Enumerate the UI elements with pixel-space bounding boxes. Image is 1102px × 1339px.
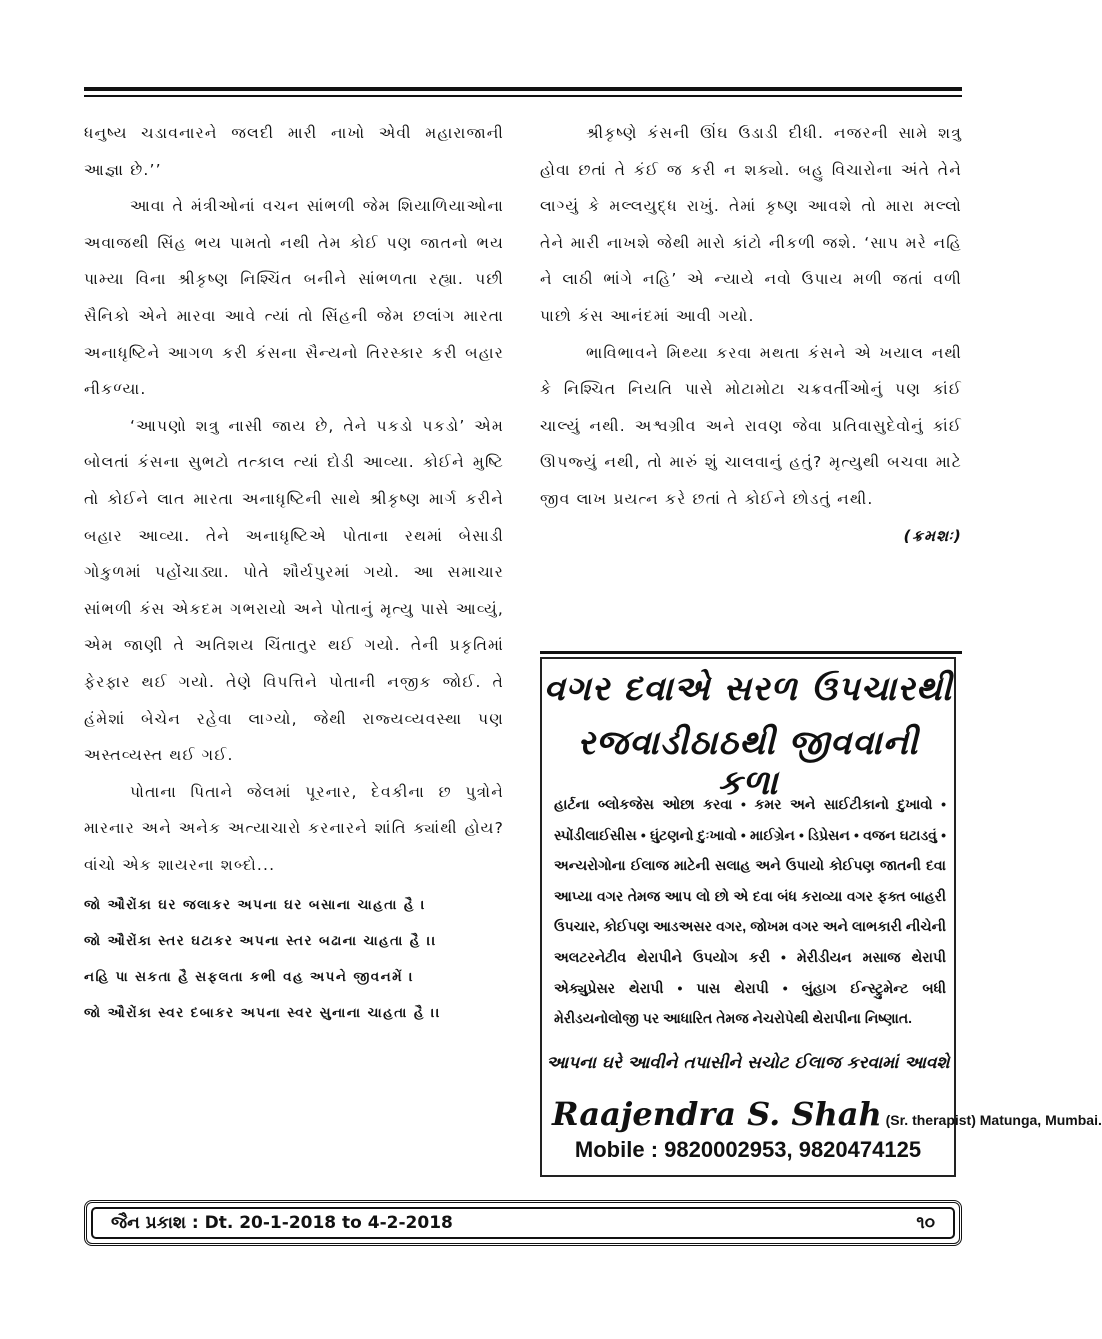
ad-signature bbox=[552, 1095, 1102, 1133]
right-paragraph-1: શ્રીકૃષ્ણે કંસની ઊંઘ ઉડાડી દીધી. નજરની સામે શત્રુ હોવા છતાં તે કંઈ જ કરી ન શક્યો. બહુ વિચારોના અંતે તેને લાગ્યું કે મલ્લયુદ્ધ રાખું. તેમાં કૃષ્ણ આવશે તો મારા મલ્લો તેને મારી નાખશે જેથી મારો કાંટો નીકળી જશે. ‘સાપ મરે નહિ ને લાઠી ભાંગે નહિ’ એ ન્યાયે નવો ઉપાય મળી જતાં વળી પાછો કંસ આનંદમાં આવી ગયો. bbox=[540, 124, 962, 325]
page-number: ૧૦ bbox=[916, 1213, 935, 1233]
right-paragraph-2-text: ભાવિભાવને મિથ્યા કરવા મથતા કંસને એ ખયાલ નથી કે નિશ્ચિત નિયતિ પાસે મોટામોટા ચક્રવર્તીઓનું પણ કાંઈ ચાલ્યું નથી. અશ્વગ્રીવ અને રાવણ જેવા પ્રતિવાસુદેવોનું કાંઈ ઊપજ્યું નથી, તો મારું શું ચાલવાનું હતું? મૃત્યુથી બચવા માટે જીવ લાખ પ્રયત્ન કરે છતાં તે કોઈને છોડતું નથી. bbox=[540, 343, 962, 508]
page-footer bbox=[84, 1200, 962, 1246]
ad-call-to-action: આપના ઘરે આવીને તપાસીને સચોટ ઈલાજ કરવામાં આવશે bbox=[546, 1053, 950, 1073]
poem-block bbox=[84, 887, 504, 1031]
left-column bbox=[84, 115, 504, 1031]
signature-name: Raajendra S. Shah bbox=[552, 1095, 882, 1133]
poem-line: નહિ પા સકતા હૈ સફલતા કભી વહ અપને જીવનમેં । bbox=[84, 969, 415, 986]
ad-top-rule bbox=[540, 651, 962, 654]
continued-marker: (ક્રમશઃ) bbox=[903, 526, 962, 545]
header-rule-thin bbox=[84, 95, 962, 97]
ad-headline-2: રજવાડીઠાઠથી જીવવાની કળા bbox=[577, 723, 919, 803]
poem-line: જો ઔરોંકા ઘર જલાકર અપના ઘર બસાના ચાહતા હૈ । bbox=[84, 897, 426, 914]
left-paragraph-1: ધનુષ્ય ચડાવનારને જલદી મારી નાખો એવી મહારાજાની આજ્ઞા છે.’’ bbox=[84, 124, 504, 179]
poem-line: જો ઔરોંકા સ્વર દબાકર અપના સ્વર સુનાના ચાહતા હૈ ।। bbox=[84, 1005, 441, 1022]
left-paragraph-4: પોતાના પિતાને જેલમાં પૂરનાર, દેવકીના છ પુત્રોને મારનાર અને અનેક અત્યાચારો કરનારને શાંતિ ક્યાંથી હોય? વાંચો એક શાયરના શબ્દો... bbox=[84, 782, 504, 874]
ad-mobile-number: Mobile : 9820002953, 9820474125 bbox=[574, 1137, 922, 1162]
ad-body-text: હાર્ટના બ્લોકજેસ ઓછા કરવા • કમર અને સાઈટીકાનો દુખાવો • સ્પોંડીલાઈસીસ • ઘુંટણનો દુઃખાવો • માઈગ્રેન • ડિપ્રેસન • વજન ઘટાડવું • અન્યરોગોના ઈલાજ માટેની સલાહ અને ઉપાયો કોઈપણ જાતની દવા આપ્યા વગર તેમજ આપ લો છો એ દવા બંધ કરાવ્યા વગર ફક્ત બાહરી ઉપચાર, કોઈપણ આડઅસર વગર, જોખમ વગર અને લાભકારી નીચેની અલટરનેટીવ થેરાપીને ઉપયોગ કરી • મેરીડીયન મસાજ થેરાપી એક્યુપ્રેસર થેરાપી • પાસ થેરાપી • બુંહાગ ઈન્સ્ટ્રુમેન્ટ બધી મેરીડયનોલોજી પર આધારિત તેમજ નેચરોપેથી થેરાપીના નિષ્ણાત. bbox=[554, 796, 946, 1027]
left-paragraph-2: આવા તે મંત્રીઓનાં વચન સાંભળી જેમ શિયાળિયાઓના અવાજથી સિંહ ભય પામતો નથી તેમ કોઈ પણ જાતનો ભય પામ્યા વિના શ્રીકૃષ્ણ નિશ્ચિંત બનીને સાંભળતા રહ્યા. પછી સૈનિકો એને મારવા આવે ત્યાં તો સિંહની જેમ છલાંગ મારતા અનાધૃષ્ટિને આગળ કરી કંસના સૈન્યનો તિરસ્કાર કરી બહાર નીકળ્યા. bbox=[84, 197, 504, 399]
ad-headline-1: વગર દવાએ સરળ ઉપચારથી bbox=[543, 669, 953, 709]
left-paragraph-3: ‘આપણો શત્રુ નાસી જાય છે, તેને પકડો પકડો’ એમ બોલતાં કંસના સુભટો તત્કાલ ત્યાં દોડી આવ્યા. કોઈને મુષ્ટિ તો કોઈને લાત મારતા અનાધૃષ્ટિની સાથે શ્રીકૃષ્ણ માર્ગ કરીને બહાર આવ્યા. તેને અનાધૃષ્ટિએ પોતાના રથમાં બેસાડી ગોકુળમાં પહોંચાડ્યા. પોતે શૌર્યપુરમાં ગયો. આ સમાચાર સાંભળી કંસ એકદમ ગભરાયો અને પોતાનું મૃત્યુ પાસે આવ્યું, એમ જાણી તે અતિશય ચિંતાતુર થઈ ગયો. તેની પ્રકૃતિમાં ફેરફાર થઈ ગયો. તેણે વિપત્તિને પોતાની નજીક જોઈ. તે હંમેશાં બેચેન રહેવા લાગ્યો, જેથી રાજ્યવ્યવસ્થા પણ અસ્તવ્યસ્ત થઈ ગઈ. bbox=[84, 416, 504, 765]
footer-publication-date: જૈન પ્રકાશ : Dt. 20-1-2018 to 4-2-2018 bbox=[111, 1213, 453, 1233]
right-column bbox=[540, 115, 962, 554]
right-paragraph-2 bbox=[540, 335, 962, 545]
advertisement-box bbox=[540, 657, 1102, 1177]
signature-details: (Sr. therapist) Matunga, Mumbai. bbox=[881, 1112, 1102, 1128]
header-rule-thick bbox=[84, 87, 962, 91]
poem-line: જો ઔરોંકા સ્તર ઘટાકર અપના સ્તર બઢાના ચાહતા હૈ ।। bbox=[84, 933, 437, 950]
